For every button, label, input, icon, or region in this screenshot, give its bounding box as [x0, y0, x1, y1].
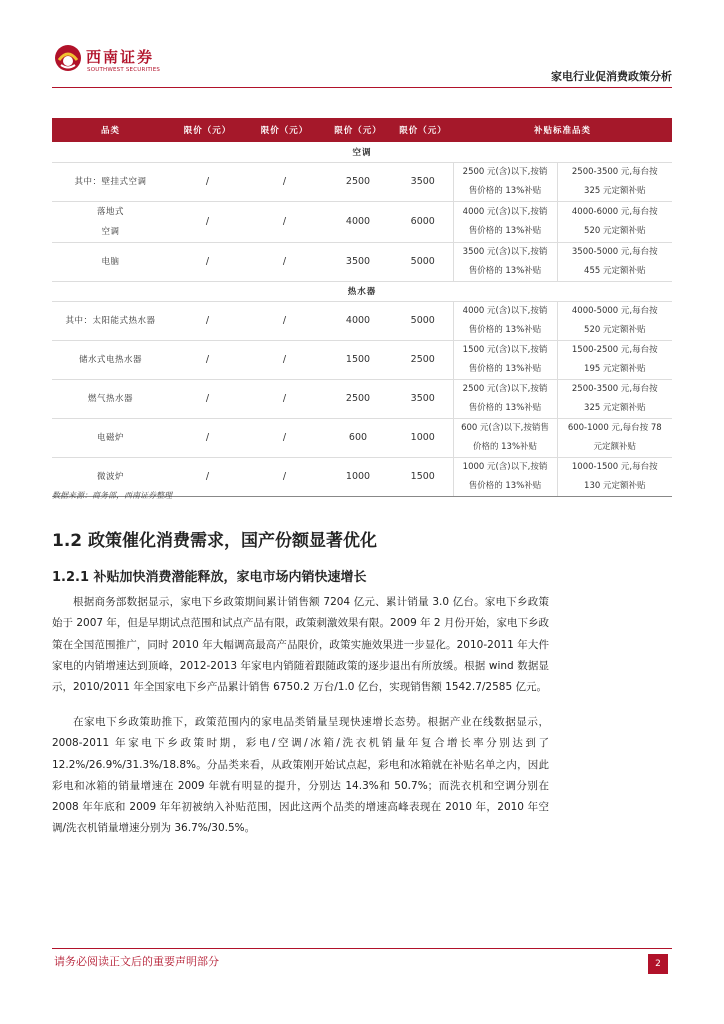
row-cell: 2500 [323, 162, 393, 201]
row-cell: / [246, 201, 323, 242]
section-title: 空调 [52, 142, 672, 162]
row-cell: / [169, 201, 246, 242]
row-subsidy-standard: 4000-6000 元,每台按 520 元定额补贴 [557, 201, 672, 242]
row-subsidy-rule: 600 元(含)以下,按销售 价格的 13%补贴 [453, 418, 557, 457]
row-subsidy-rule: 3500 元(含)以下,按销 售价格的 13%补贴 [453, 242, 557, 281]
subsidy-table [52, 118, 672, 497]
row-subsidy-standard: 3500-5000 元,每台按 455 元定额补贴 [557, 242, 672, 281]
row-subsidy-standard: 600-1000 元,每台按 78 元定额补贴 [557, 418, 672, 457]
subsection-heading: 1.2.1 补贴加快消费潜能释放，家电市场内销快速增长 [52, 570, 367, 585]
header-limit-2: 限价（元） [246, 118, 323, 142]
row-cell: 1500 [323, 340, 393, 379]
logo-english-name: SOUTHWEST SECURITIES [87, 67, 161, 73]
data-source-note: 数据来源：商务部，西南证券整理 [52, 491, 172, 500]
row-subsidy-rule: 2500 元(含)以下,按销 售价格的 13%补贴 [453, 379, 557, 418]
table-row [52, 340, 672, 379]
section-heading: 1.2 政策催化消费需求，国产份额显著优化 [52, 531, 378, 551]
row-category: 储水式电热水器 [52, 340, 169, 379]
row-category: 落地式 空调 [52, 201, 169, 242]
row-cell: 1500 [393, 457, 453, 496]
row-cell: / [246, 418, 323, 457]
row-category: 其中：太阳能式热水器 [52, 301, 169, 340]
table-row [52, 162, 672, 201]
row-cell: / [246, 242, 323, 281]
row-cell: 5000 [393, 242, 453, 281]
row-cell: 1000 [323, 457, 393, 496]
row-subsidy-standard: 1000-1500 元,每台按 130 元定额补贴 [557, 457, 672, 496]
logo-mark-icon [54, 44, 82, 72]
row-cell: / [169, 301, 246, 340]
row-subsidy-standard: 4000-5000 元,每台按 520 元定额补贴 [557, 301, 672, 340]
row-subsidy-rule: 2500 元(含)以下,按销 售价格的 13%补贴 [453, 162, 557, 201]
body-paragraph: 在家电下乡政策助推下，政策范围内的家电品类销量呈现快速增长态势。根据产业在线数据显示，2008-2011 年家电下乡政策时期，彩电/空调/冰箱/洗衣机销量年复合增长率分别达到了 12.2%/26.9%/31.3%/18.8%。分品类来看，从政策刚开始试点起，彩电和冰箱就在补贴名单之内，因此彩电和冰箱的销量增速在 2009 年就有明显的提升，分别达 14.3%和 50.7%；而洗衣机和空调分别在 2008 年年底和 2009 年年初被纳入补贴范围，因此这两个品类的增速高峰表现在 2010 年，2010 年空调/洗衣机销量增速分别为 36.7%/30.5%。 [52, 716, 549, 835]
row-category: 微波炉 [52, 457, 169, 496]
body-paragraph: 根据商务部数据显示，家电下乡政策期间累计销售额 7204 亿元、累计销量 3.0 亿台。家电下乡政策始于 2007 年，但是早期试点范围和试点产品有限，政策刺激效果有限。2009 年 2 月份开始，家电下乡政策在全国范围推广，同时 2010 年大幅调高最高产品限价，政策实施效果进一步显化。2010-2011 年大件家电的内销增速达到顶峰，2012-2013 年家电内销随着跟随政策的逐步退出有所放缓。根据 wind 数据显示，2010/2011 年全国家电下乡产品累计销售 6750.2 万台/1.0 亿台，实现销售额 1542.7/2585 亿元。 [52, 596, 549, 694]
header-category: 品类 [52, 118, 169, 142]
row-cell: / [246, 379, 323, 418]
row-cell: 4000 [323, 201, 393, 242]
table-header-row [52, 118, 672, 142]
company-logo [54, 42, 174, 80]
row-cell: / [169, 242, 246, 281]
row-cell: / [169, 340, 246, 379]
row-cell: / [169, 379, 246, 418]
row-cell: 2500 [393, 340, 453, 379]
row-subsidy-rule: 4000 元(含)以下,按销 售价格的 13%补贴 [453, 301, 557, 340]
section-title: 热水器 [52, 281, 672, 301]
report-title: 家电行业促消费政策分析 [551, 70, 672, 83]
row-cell: / [169, 162, 246, 201]
row-subsidy-rule: 1000 元(含)以下,按销 售价格的 13%补贴 [453, 457, 557, 496]
row-subsidy-rule: 1500 元(含)以下,按销 售价格的 13%补贴 [453, 340, 557, 379]
row-cell: 3500 [393, 162, 453, 201]
row-subsidy-standard: 1500-2500 元,每台按 195 元定额补贴 [557, 340, 672, 379]
table-row [52, 418, 672, 457]
header-limit-3: 限价（元） [323, 118, 393, 142]
footer-divider [52, 948, 672, 949]
row-category: 燃气热水器 [52, 379, 169, 418]
logo-chinese-name: 西南证券 [86, 48, 155, 66]
header-divider [52, 87, 672, 88]
table-row [52, 301, 672, 340]
row-subsidy-standard: 2500-3500 元,每台按 325 元定额补贴 [557, 379, 672, 418]
table-row [52, 379, 672, 418]
section-row [52, 281, 672, 301]
row-cell: 6000 [393, 201, 453, 242]
row-cell: 4000 [323, 301, 393, 340]
row-subsidy-rule: 4000 元(含)以下,按销 售价格的 13%补贴 [453, 201, 557, 242]
row-cell: 3500 [393, 379, 453, 418]
row-cell: 2500 [323, 379, 393, 418]
row-cell: 600 [323, 418, 393, 457]
row-cell: / [246, 340, 323, 379]
row-category: 其中：壁挂式空调 [52, 162, 169, 201]
header-limit-1: 限价（元） [169, 118, 246, 142]
row-cell: 5000 [393, 301, 453, 340]
header-limit-4: 限价（元） [393, 118, 453, 142]
row-cell: / [246, 457, 323, 496]
table-row [52, 242, 672, 281]
row-cell: / [169, 418, 246, 457]
row-category: 电脑 [52, 242, 169, 281]
row-cell: 3500 [323, 242, 393, 281]
section-row [52, 142, 672, 162]
header-subsidy-standard: 补贴标准品类 [453, 118, 672, 142]
page-number: 2 [648, 954, 668, 974]
row-category: 电磁炉 [52, 418, 169, 457]
table-row [52, 201, 672, 242]
row-cell: 1000 [393, 418, 453, 457]
row-cell: / [169, 457, 246, 496]
row-cell: / [246, 162, 323, 201]
disclaimer-note: 请务必阅读正文后的重要声明部分 [54, 955, 219, 968]
row-subsidy-standard: 2500-3500 元,每台按 325 元定额补贴 [557, 162, 672, 201]
row-cell: / [246, 301, 323, 340]
